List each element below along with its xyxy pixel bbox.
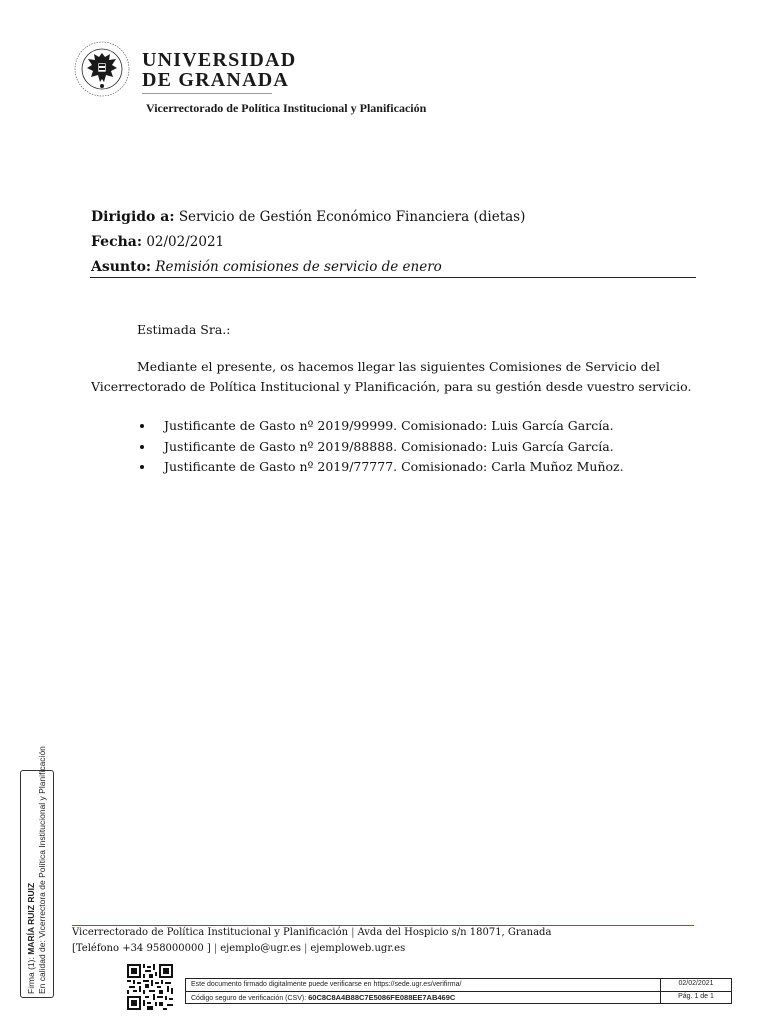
university-wordmark <box>142 50 296 90</box>
date-value: 02/02/2021 <box>146 234 225 250</box>
csv-code: 60C8C8A4B88C7E5086FE088EE7AB469C <box>308 993 456 1002</box>
page-indicator: Pág. 1 de 1 <box>678 993 714 1000</box>
footer-web[interactable]: ejemploweb.ugr.es <box>310 943 406 954</box>
verification-box <box>185 978 661 1004</box>
footer-separator: | <box>304 943 308 954</box>
signature-prefix: Firma (1): <box>26 957 36 994</box>
footer-divider <box>72 925 694 926</box>
footer-email[interactable]: ejemplo@ugr.es <box>220 943 301 954</box>
meta-divider <box>661 991 731 992</box>
subject-divider <box>90 277 696 278</box>
footer-contact-line <box>72 943 405 954</box>
recipient-label: Dirigido a: <box>91 209 175 225</box>
verification-divider <box>186 991 660 992</box>
recipient-line <box>91 209 525 225</box>
signed-date: 02/02/2021 <box>678 980 714 987</box>
footer-dept: Vicerrectorado de Política Institucional y Planificación <box>72 927 349 938</box>
body-paragraph: Mediante el presente, os hacemos llegar las siguientes Comisiones de Servicio del Vicerrectorado de Política Institucional y Planificación, para su gestión desde vuestro servicio. <box>91 359 692 394</box>
footer-address: Avda del Hospicio s/n 18071, Granada <box>357 927 552 938</box>
logo-divider <box>142 93 272 94</box>
recipient-value: Servicio de Gestión Económico Financiera (dietas) <box>178 209 526 225</box>
footer-phone: [Teléfono +34 958000000 ] <box>72 943 211 954</box>
list-item: Justificante de Gasto nº 2019/88888. Comisionado: Luis García García. <box>137 437 624 458</box>
expense-list <box>137 416 624 478</box>
signer-role: En calidad de: Vicerrectora de Política Institucional y Planificación <box>37 746 47 994</box>
university-seal-logo <box>72 40 138 98</box>
signature-text <box>26 746 48 994</box>
csv-label: Código seguro de verificación (CSV): <box>191 995 307 1002</box>
date-label: Fecha: <box>91 234 143 250</box>
footer-separator: | <box>213 943 218 954</box>
list-item: Justificante de Gasto nº 2019/99999. Comisionado: Luis García García. <box>137 416 624 437</box>
subject-line <box>91 259 442 275</box>
list-item: Justificante de Gasto nº 2019/77777. Comisionado: Carla Muñoz Muñoz. <box>137 457 624 478</box>
department-header: Vicerrectorado de Política Institucional y Planificación <box>146 101 427 115</box>
logo-line-1: UNIVERSIDAD <box>142 49 297 71</box>
signature-box <box>20 746 54 998</box>
footer-address-line <box>72 927 551 938</box>
document-meta-box <box>661 978 732 1004</box>
verification-notice: Este documento firmado digitalmente puede verificarse en https://sede.ugr.es/verifirma/ <box>191 981 462 988</box>
salutation: Estimada Sra.: <box>137 322 231 337</box>
subject-label: Asunto: <box>91 259 152 275</box>
qr-code-icon <box>127 964 173 1010</box>
date-line <box>91 234 224 250</box>
subject-value: Remisión comisiones de servicio de enero <box>155 259 442 275</box>
footer-separator: | <box>351 927 355 938</box>
signer-name: MARÍA RUIZ RUIZ <box>26 882 36 955</box>
csv-line <box>191 993 455 1002</box>
logo-line-2: DE GRANADA <box>142 69 289 91</box>
